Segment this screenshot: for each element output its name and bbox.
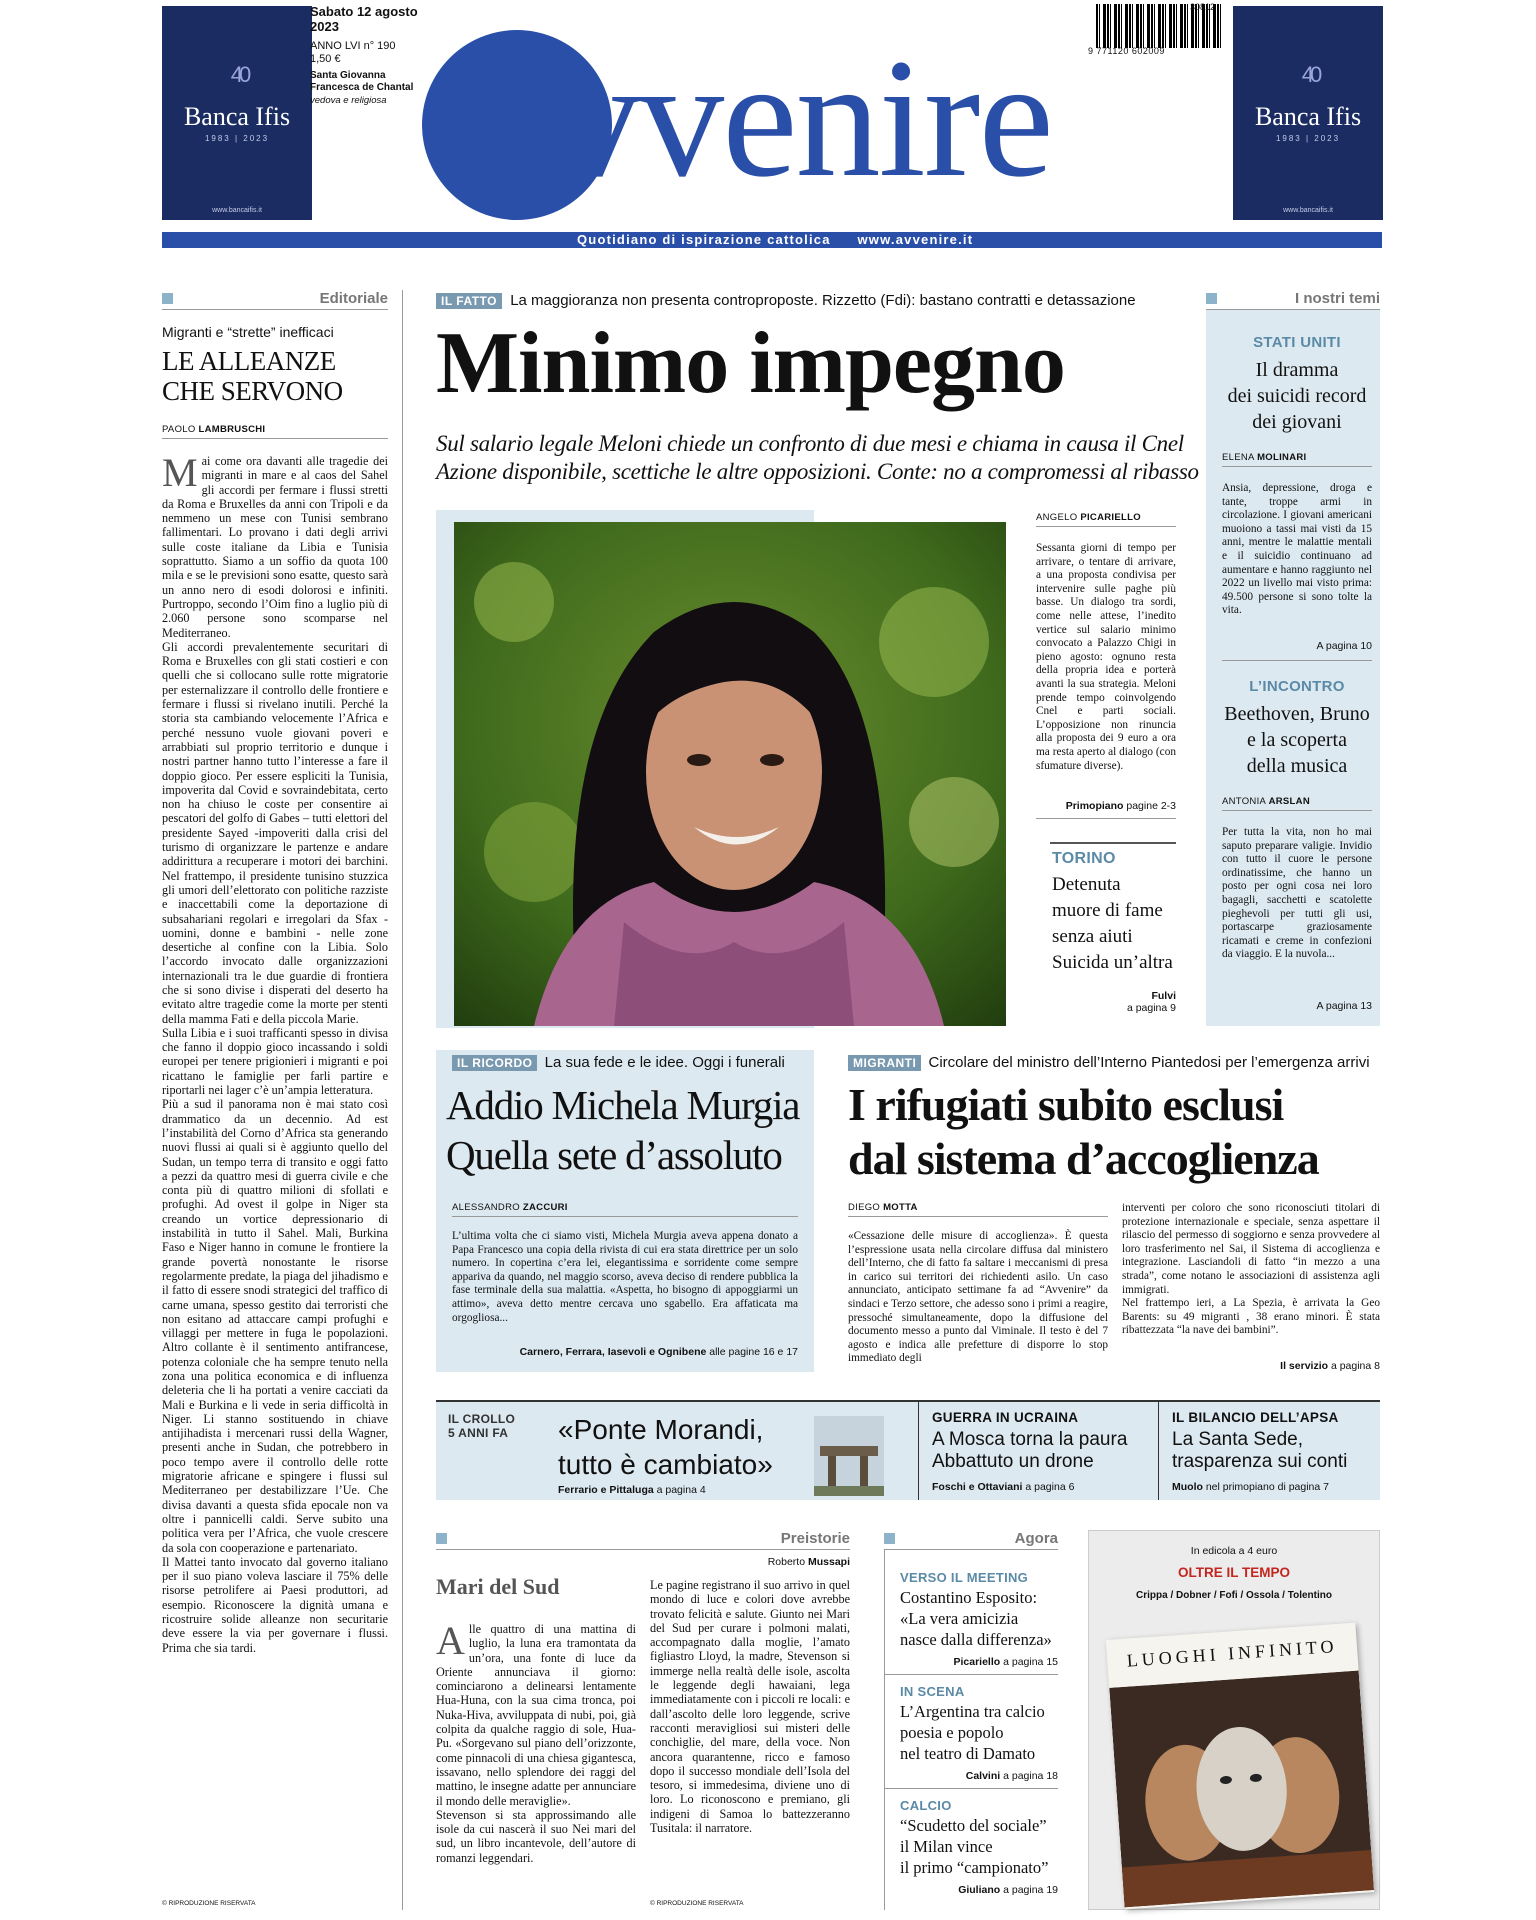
rifugiati-byline: DIEGO MOTTA — [848, 1202, 918, 1213]
preistorie-col1: Alle quattro di una mattina di luglio, la luna era tramontata da un’ora, una fonte di luce da Oriente annunciava il giorno: cominciarono a delinearsi lentamente Hua-Huna, con la sua cima tronca, poi Nuka-Hiva, avviluppata di nubi, poi, già colpita da qualche raggio di sole, Hua-Pu. «Sorgevano sul piano dell’orizzonte, come pinnacoli di una chiesa gigantesca, issavano, nello splendore dei raggi del mattino, le insegne adatte per annunciare il mondo delle meraviglie». Stevenson si sta approssimando alle isole da cui nascerà il suo Nei mari del sud, un libro incantevole, dell’autore di romanzi leggendari. — [436, 1618, 636, 1865]
temi-story-incontro[interactable]: L’INCONTRO Beethoven, Bruno e la scoperta della musica — [1222, 678, 1372, 779]
lead-body: Sessanta giorni di tempo per arrivare, o tentare di arrivare, a una proposta condivisa per intervenire sulle paghe più basse. Un dialogo tra sordi, come nelle attese, l’inedito vertice sul salario minimo convocato a Palazzo Chigi in pieno agosto: ognuno resta della propria idea e porterà avanti la sua strategia. Meloni prende tempo coinvolgendo Cnel e parti sociali. L’opposizione non rinuncia alla proposta dei 9 euro a ora ma resta aperto al dialogo (con sfumature diverse). — [1036, 542, 1176, 772]
lead-headline[interactable]: Minimo impegno — [436, 315, 1065, 412]
rifugiati-ref[interactable]: Il servizio a pagina 8 — [1280, 1360, 1380, 1372]
ad-web: www.bancaifis.it — [212, 207, 262, 214]
dropcap: M — [162, 454, 198, 495]
temi-incontro-headline: Beethoven, Bruno e la scoperta della musica — [1224, 703, 1370, 777]
divider — [848, 1216, 1108, 1217]
section-agora: Agora — [884, 1530, 1058, 1550]
temi-usa-ref[interactable]: A pagina 10 — [1316, 640, 1372, 652]
divider — [884, 1788, 1058, 1789]
apsa-headline: La Santa Sede, trasparenza sui conti — [1172, 1429, 1348, 1472]
promo-title: OLTRE IL TEMPO — [1177, 1565, 1290, 1580]
lead-kicker-line — [436, 292, 1176, 309]
lead-byline: ANGELO PICARIELLO — [1036, 512, 1141, 523]
ucraina-label: GUERRA IN UCRAINA — [932, 1410, 1079, 1425]
divider — [1222, 466, 1372, 467]
editorial-body: Mai come ora davanti alle tragedie dei migranti in mare e al caos del Sahel gli accordi per fermare i flussi stretti da Roma e Bruxelles da anni con Tripoli e da nemmeno un mese con Tunisi sembrano fallimentari. Lo provano i dati degli arrivi sulle coste italiane da Libia e Tunisia soprattutto. Siamo a un soffio da quota 100 mila e se le previsioni sono esatte, questo sarà un anno nero di esodi dolorosi e infiniti. Purtroppo, secondo l’Oim fino a luglio più di 2.060 persone sono scomparse nel Mediterraneo. Gli accordi prevalentemente securitari di Roma e Bruxelles con gli stati costieri e con quelli che si collocano sulle rotte migratorie per esternalizzare il controllo delle frontiere e fermare i flussi si rivelano inutili. Perché la storia sta cambiando velocemente l’Africa e perché nessuno vuole giovani poveri e arrabbiati sul proprio territorio e dunque i nostri partner hanno tutto l’interesse a fare il doppio gioco. Per essere espliciti la Tunisia, impoverita dal Covid e sovraindebitata, certo non ha chiuso le coste per consentire ai pescatori del golfo di Gabes – tutti elettori del presidente Sayed -impoveriti dalla crisi del turismo di organizzare le partenze e andare addirittura a recuperare i motori dei barchini. Nel frattempo, il presidente tunisino stuzzica gli umori dell’elettorato con politiche razziste e inaccettabili come la deportazione di subsahariani regolari e irregolari da Sfax - uomini, donne e bambini - nelle zone desertiche al confine con la Libia. Solo l’accordo invocato dalle organizzazioni internazionali tra le due guardie di frontiera che si sono divise i disperati del deserto ha evitato altre tragedie come la morte per stenti della mamma Fati e della piccola Marie. Sulla Libia e i suoi trafficanti spesso in divisa che fanno il doppio gioco incassando i soldi europei per tenere prigionieri i migranti e poi ricattano le famiglie per farli partire e riportarli nei lager c’è un’ampia letteratura. Più a sud il panorama non è mai stato così drammatico da un decennio. Ad est l’instabilità del Corno d’Africa sta generando nuovi flussi ai quali si è aggiunto quello del Sudan, un tempo terra di transito e oggi fatto a pezzi da quattro mesi di guerra civile e che conta più di quattro milioni di sfollati e profughi. Ad ovest il golpe in Niger sta creando un vortice depressionario di instabilità in tutto il Sahel. Mali, Burkina Faso e Niger hanno in comune le frontiere la grande povertà nonostante le risorse regolarmente predate, la piaga del jihadismo e il fatto di essere snodi strategici del traffico di carne umana, spesso gestito dai terroristi che non esitano ad attaccare campi profughi e villaggi per mettere in fuga le popolazioni. Altro collante è il sentimento antifrancese, potenza coloniale che ha sempre tenuto nella zona una politica economica e di influenza deleteria che li ha portati a venire cacciati da Mali e Burkina e li vede in seria difficoltà in Niger. Li stanno sostituendo in chiave antijihadista i mercenari russi della Wagner, presenti anche in Sudan, che potrebbero in poco tempo avere il controllo delle rotte migratorie africane e spingere i flussi sul Mediterraneo per destabilizzare l’Ue. Che divisa davanti a questa sfida epocale non va oltre i pannicelli caldi. Serve subito una politica vera per l’Africa, che vuole crescere da sola con cooperazione e partenariato. Il Mattei tanto invocato dal governo italiano per il suo piano voleva lasciare il 75% delle risorse petrolifere ai Paesi produttori, ad esempio. Riconoscere la dignità umana e ricostruire solide alleanze non securitarie deve essere la via per governare i flussi. Prima che sia tardi. — [162, 454, 388, 1655]
strip-divider — [1158, 1402, 1159, 1500]
avvenire-logo[interactable]: Avvenire — [448, 24, 1052, 212]
section-square-icon — [162, 293, 173, 304]
promo-luoghi-infinito[interactable] — [1088, 1530, 1380, 1910]
lead-subhead: Sul salario legale Meloni chiede un confronto di due mesi e chiama in causa il Cnel Azione disponibile, scettiche le altre opposizioni. Conte: no a compromessi al ribasso — [436, 431, 1199, 484]
temi-usa-headline: Il dramma dei suicidi record dei giovani — [1227, 359, 1367, 433]
promo-names: Crippa / Dobner / Fofi / Ossola / Tolentino — [1136, 1590, 1332, 1601]
divider — [1222, 660, 1372, 661]
agora-calcio[interactable]: CALCIO “Scudetto del sociale” il Milan vince il primo “campionato” Giuliano a pagina 19 — [900, 1798, 1058, 1896]
agora-meeting[interactable]: VERSO IL MEETING Costantino Esposito: «La vera amicizia nasce dalla differenza» Picariello a pagina 15 — [900, 1570, 1058, 1668]
morandi-title: «Ponte Morandi, tutto è cambiato» — [558, 1414, 773, 1480]
section-square-icon — [436, 1533, 447, 1544]
divider — [1036, 526, 1176, 527]
issue-number: ANNO LVI n° 190 — [310, 40, 396, 52]
magazine-cover — [1106, 1623, 1374, 1910]
ad-years: 1983 | 2023 — [1275, 134, 1341, 143]
promo-top: In edicola a 4 euro — [1190, 1545, 1278, 1557]
divider — [1036, 818, 1176, 819]
torino-ref: a pagina 9 — [1126, 1002, 1176, 1014]
divider — [162, 438, 388, 439]
price: 1,50 € — [310, 53, 341, 65]
murgia-headline[interactable]: Addio Michela Murgia Quella sete d’assoluto — [446, 1082, 800, 1178]
divider — [1222, 810, 1372, 811]
ad-number: 40 — [230, 62, 248, 88]
ponte-morandi-photo — [814, 1416, 884, 1496]
murgia-ref[interactable]: Carnero, Ferrara, Iasevoli e Ognibene alle pagine 16 e 17 — [519, 1346, 798, 1358]
portrait-image — [454, 522, 1006, 1026]
temi-usa-body: Ansia, depressione, droga e tante, troppe armi in circolazione. I giovani americani muoiono a tassi mai visti da 15 anni, mentre le malattie mentali e il suicidio continuano ad aumentare e hanno raggiunto nel 2022 un livello mai visto prima: 49.500 persone si sono tolte la vita. — [1222, 482, 1372, 617]
ucraina-ref: Foschi e Ottaviani a pagina 6 — [932, 1481, 1075, 1493]
section-nostri-temi: I nostri temi — [1206, 290, 1380, 310]
magazine-title: LUOGHI INFINITO — [1126, 1635, 1339, 1671]
michela-murgia-photo[interactable] — [454, 522, 1006, 1026]
divider — [452, 1216, 798, 1217]
ad-web: www.bancaifis.it — [1283, 207, 1333, 214]
editorial-byline: PAOLO LAMBRUSCHI — [162, 424, 266, 435]
column-divider — [402, 290, 403, 1910]
rifugiati-headline[interactable]: I rifugiati subito esclusi dal sistema d’accoglienza — [848, 1079, 1319, 1184]
lead-ref[interactable]: Primopiano pagine 2-3 — [1065, 800, 1176, 812]
ad-number: 40 — [1301, 62, 1319, 88]
agora-scena[interactable]: IN SCENA L’Argentina tra calcio poesia e popolo nel teatro di Damato Calvini a pagina 18 — [900, 1684, 1058, 1782]
barcode-issue: 30812 — [1190, 2, 1216, 12]
strip-divider — [918, 1402, 919, 1500]
tagline-band — [162, 232, 1382, 248]
barcode-number: 9 771120 602009 — [1088, 46, 1165, 56]
rifugiati-kicker-text: Circolare del ministro dell’Interno Piantedosi per l’emergenza arrivi — [928, 1054, 1370, 1071]
strip-morandi[interactable] — [448, 1412, 908, 1496]
apsa-ref: Muolo nel primopiano di pagina 7 — [1172, 1481, 1329, 1493]
strip-apsa[interactable] — [1172, 1410, 1380, 1493]
murgia-byline: ALESSANDRO ZACCURI — [452, 1202, 568, 1213]
section-preistorie: Preistorie — [436, 1530, 850, 1550]
ad-bank-name: Banca Ifis — [1254, 102, 1362, 131]
ad-years: 1983 | 2023 — [204, 134, 270, 143]
dropcap: A — [436, 1618, 465, 1663]
strip-ucraina[interactable] — [932, 1410, 1152, 1493]
banca-ifis-ad-right[interactable] — [1233, 6, 1383, 220]
torino-box[interactable] — [1052, 850, 1176, 1014]
preistorie-col2: Le pagine registrano il suo arrivo in quel mondo di luce e colori dove avrebbe trovato felicità e salute. Giunto nei Mari del Sud per curare i polmoni malati, accompagnato dalla moglie, l’amato figliastro Lloyd, la madre, Stevenson si immerge nella realtà delle isole, ascolta le leggende degli hawaiani, lega immediatamente con i piccoli re locali: e dall’ascolto delle loro leggende, scrive racconti meravigliosi sui misteri delle conchiglie, del mare, della voce. Non ancora quarantenne, ricco e famoso dopo il successo mondiale dell’Isola del tesoro, si immedesima, diviene uno di loro. Lo riconoscono e premiano, gli indigeni di Samoa lo battezzeranno Tusitala: il narratore. — [650, 1578, 850, 1836]
temi-incontro-byline: ANTONIA ARSLAN — [1222, 796, 1310, 807]
preistorie-title[interactable]: Mari del Sud — [436, 1574, 560, 1599]
temi-incontro-ref[interactable]: A pagina 13 — [1316, 1000, 1372, 1012]
editorial-title[interactable]: LE ALLEANZE CHE SERVONO — [162, 346, 343, 406]
murgia-kicker-line — [452, 1054, 785, 1071]
apsa-label: IL BILANCIO DELL’APSA — [1172, 1410, 1339, 1425]
morandi-ref: Ferrario e Pittaluga a pagina 4 — [558, 1484, 706, 1496]
tagline: Quotidiano di ispirazione cattolica — [577, 232, 831, 247]
torino-label: TORINO — [1052, 850, 1116, 867]
divider — [1050, 842, 1176, 844]
rifugiati-body-col2: interventi per coloro che sono riconosciuti titolari di protezione internazionale e speciale, senza aspettare il rilascio del permesso di soggiorno e senza provvedere al loro trasferimento nel Sai, il Sistema di accoglienza e integrazione. Lasciandoli di fatto “in mezzo a una strada”, come notano le associazioni di assistenza agli immigrati. Nel frattempo ieri, a La Spezia, è arrivata la Geo Barents: su 49 migranti , 38 erano minori. È stata ribattezzata “la nave dei bambini”. — [1122, 1202, 1380, 1337]
issue-date: Sabato 12 agosto 2023 — [310, 4, 418, 34]
banca-ifis-ad-left[interactable] — [162, 6, 312, 220]
lead-kicker: IL FATTO — [436, 293, 502, 309]
temi-usa-byline: ELENA MOLINARI — [1222, 452, 1307, 463]
section-square-icon — [884, 1533, 895, 1544]
copyright: © RIPRODUZIONE RISERVATA — [650, 1900, 744, 1907]
column-divider — [884, 1550, 885, 1910]
magazine-faces-image — [1109, 1670, 1374, 1907]
preistorie-author: Roberto Mussapi — [767, 1556, 850, 1568]
copyright: © RIPRODUZIONE RISERVATA — [162, 1900, 256, 1907]
site-url[interactable]: www.avvenire.it — [857, 232, 974, 247]
rifugiati-body-col1: «Cessazione delle misure di accoglienza». È questa l’espressione usata nella circolare diffusa dal ministero dell’Interno, che di fatto fa saltare i meccanismi di presa in carico sui territori dei richiedenti asilo. Un caso annunciato, anticipato settimane fa ad “Avvenire” da sindaci e Terzo settore, che adesso sono i primi a reagire, pressoché simultaneamente, dopo la diffusione del documento messo a punto dal Viminale. Il testo è del 7 agosto e indica alle prefetture di disporre lo stop immediato degli — [848, 1230, 1108, 1365]
torino-author: Fulvi — [1151, 990, 1176, 1002]
lead-kicker-text: La maggioranza non presenta controproposte. Rizzetto (Fdi): bastano contratti e detassazione — [510, 292, 1136, 309]
section-square-icon — [1206, 293, 1217, 304]
torino-headline: Detenuta muore di fame senza aiuti Suicida un’altra — [1052, 874, 1173, 973]
editorial-kicker: Migranti e “strette” inefficaci — [162, 324, 334, 340]
temi-story-usa[interactable]: STATI UNITI Il dramma dei suicidi record dei giovani — [1222, 334, 1372, 435]
rifugiati-kicker-line — [848, 1054, 1370, 1071]
divider — [884, 1674, 1058, 1675]
morandi-label: IL CROLLO 5 ANNI FA — [448, 1412, 516, 1440]
saint-of-day: Santa Giovanna Francesca de Chantal — [310, 70, 414, 93]
saint-description: vedova e religiosa — [310, 95, 387, 106]
murgia-kicker-text: La sua fede e le idee. Oggi i funerali — [544, 1054, 785, 1071]
ucraina-headline: A Mosca torna la paura Abbattuto un drone — [932, 1429, 1128, 1472]
section-editoriale: Editoriale — [162, 290, 388, 310]
rifugiati-kicker: MIGRANTI — [848, 1055, 921, 1071]
temi-incontro-body: Per tutta la vita, non ho mai saputo preparare valigie. Invidio con tutto il cuore le persone ordinatissime, che hanno un posto per ogni cosa nei loro bagagli, sacchetti e scatolette pieghevoli per tutti gli usi, portascarpe graziosamente ricamati e creme in confezioni da viaggio. E la nuvola... — [1222, 826, 1372, 961]
masthead-info — [310, 4, 430, 107]
murgia-kicker: IL RICORDO — [452, 1055, 537, 1071]
ad-bank-name: Banca Ifis — [183, 102, 291, 131]
murgia-body: L’ultima volta che ci siamo visti, Michela Murgia aveva appena donato a Papa Francesco una copia della rivista di cui era stata direttrice per un solo numero. In copertina c’era lei, elegantissima e sorridente come sempre appariva da quando, nel maggio scorso, aveva deciso di rendere pubblica la fase terminale della sua malattia. «Aspetta, ho bisogno di appoggiarmi un attimo», aveva detto mentre cercava uno sgabello. Era affaticata ma orgogliosa... — [452, 1230, 798, 1324]
